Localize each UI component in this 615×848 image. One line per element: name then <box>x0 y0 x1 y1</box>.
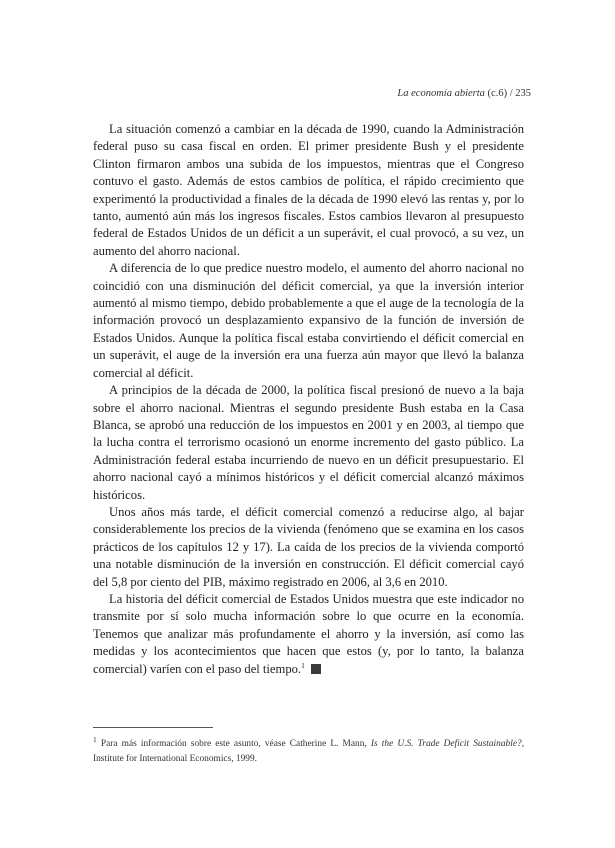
page-number: 235 <box>515 88 531 99</box>
paragraph-5 <box>93 591 524 678</box>
footnote-book-title: Is the U.S. Trade Deficit Sustainable? <box>370 739 522 749</box>
paragraph-4: Unos años más tarde, el déficit comercial comenzó a reducirse algo, al bajar considerablemente los precios de la vivienda (fenómeno que se examina en los casos prácticos de los capítulos 12 y 17). La caída de los precios de la vivienda comportó una notable disminución de la inversión en construcción. El déficit comercial cayó del 5,8 por ciento del PIB, máximo registrado en 2006, al 3,6 en 2010. <box>93 504 524 589</box>
paragraph-3: A principios de la década de 2000, la política fiscal presionó de nuevo a la baja sobre el ahorro nacional. Mientras el segundo presidente Bush estaba en la Casa Blanca, se aprobó una reducción de los impuestos en 2001 y en 2003, al tiempo que la lucha contra el terrorismo ocasionó un enorme incremento del gasto público. La Administración federal estaba incurriendo de nuevo en un déficit presupuestario. El ahorro nacional cayó a mínimos históricos y el déficit comercial alcanzó máximos históricos. <box>93 383 524 502</box>
footnote <box>93 734 525 766</box>
running-head <box>397 88 531 99</box>
running-head-chapter: (c.6) <box>487 88 508 99</box>
body-text <box>93 121 524 678</box>
footnote-divider <box>93 727 213 728</box>
end-of-section-square-icon <box>311 664 321 674</box>
running-head-separator: / <box>509 88 513 99</box>
footnote-tail: , Institute for International Economics, 1999. <box>93 739 525 764</box>
footnote-lead: Para más información sobre este asunto, véase Catherine L. Mann, <box>100 739 367 749</box>
paragraph-1: La situación comenzó a cambiar en la década de 1990, cuando la Administración federal puso su casa fiscal en orden. El primer presidente Bush y el presidente Clinton firmaron ambos una subida de los impuestos, mientras que el Congreso contuvo el gasto. Además de estos cambios de política, el rápido crecimiento que experimentó la productividad a finales de la década de 1990 elevó las rentas y, por lo tanto, aumentó aún más los ingresos fiscales. Estos cambios llevaron al presupuesto federal de Estados Unidos de un déficit a un superávit, el cual provocó, a su vez, un aumento del ahorro nacional. <box>93 122 524 258</box>
paragraph-5-text: La historia del déficit comercial de Estados Unidos muestra que este indicador no transmite por sí solo mucha información sobre lo que ocurre en la economía. Tenemos que analizar más profundamente el ahorro y la inversión, así como las medidas y los acontecimientos que hacen que estos (y, por lo tanto, la balanza comercial) varíen con el paso del tiempo. <box>93 591 524 676</box>
footnote-number: 1 <box>93 734 97 744</box>
footnote-reference[interactable]: 1 <box>301 660 305 670</box>
paragraph-2: A diferencia de lo que predice nuestro modelo, el aumento del ahorro nacional no coincidió con una disminución del déficit comercial, ya que la inversión interior aumentó al mismo tiempo, debido probablemente a que el auge de la tecnología de la información provocó un desplazamiento expansivo de la función de inversión de Estados Unidos. Aunque la política fiscal estaba convirtiendo el déficit comercial en un superávit, el auge de la inversión era una fuerza aún mayor que llevó la balanza comercial al déficit. <box>93 261 524 380</box>
running-head-title: La economía abierta <box>397 88 485 99</box>
